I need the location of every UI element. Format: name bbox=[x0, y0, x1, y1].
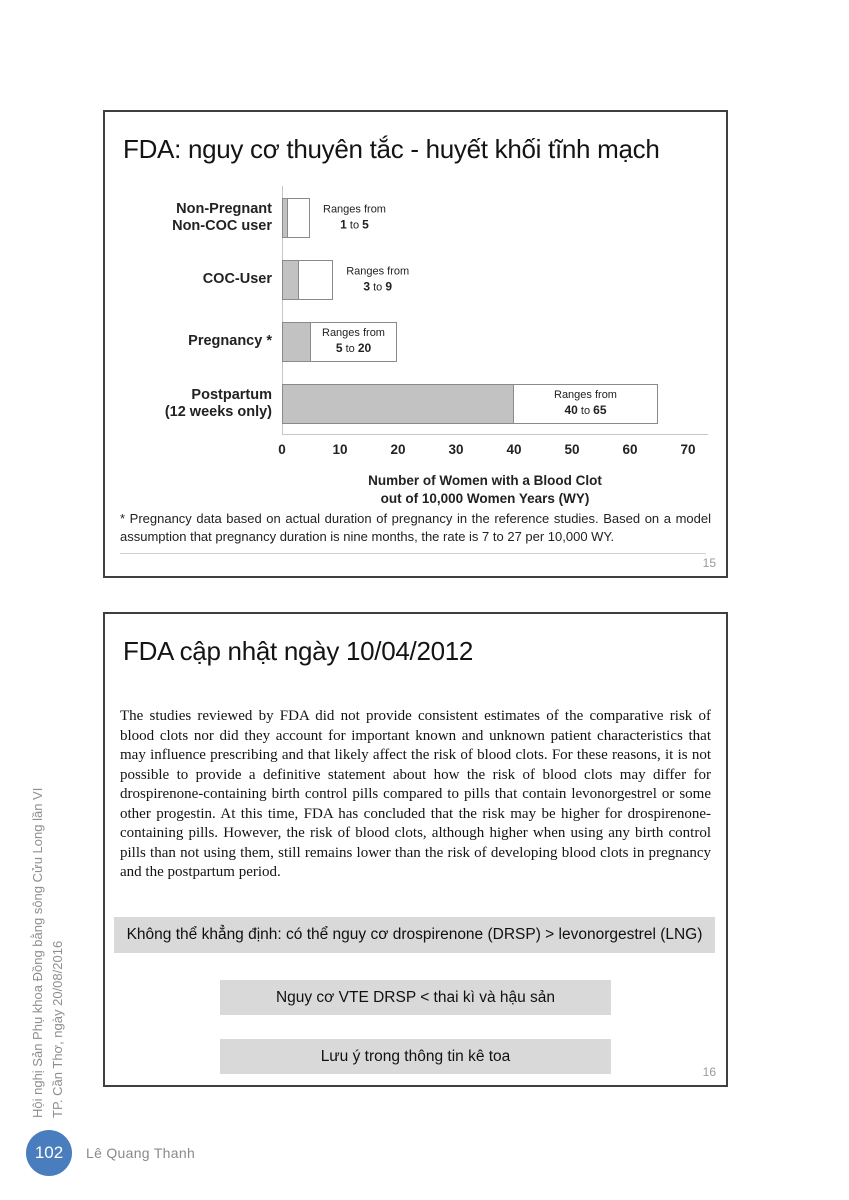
chart-x-axis-label: Number of Women with a Blood Clot out of 10,000 Women Years (WY) bbox=[368, 473, 602, 507]
slide-fda-vte-risk bbox=[103, 110, 728, 578]
bar-range-box bbox=[287, 198, 310, 238]
bar-lower-segment bbox=[282, 260, 299, 300]
chart-row bbox=[120, 322, 712, 362]
chart-x-axis-line bbox=[282, 434, 708, 435]
range-annotation: Ranges from 5 to 20 bbox=[322, 327, 385, 355]
range-annotation: Ranges from 3 to 9 bbox=[346, 265, 410, 293]
slide1-title: FDA: nguy cơ thuyên tắc - huyết khối tĩnh mạch bbox=[123, 134, 660, 164]
slide2-title: FDA cập nhật ngày 10/04/2012 bbox=[123, 636, 474, 666]
chart-row-label: Non-Pregnant Non-COC user bbox=[172, 200, 272, 234]
conclusion-box-1: Không thể khẳng định: có thể nguy cơ drospirenone (DRSP) > levonorgestrel (LNG) bbox=[114, 917, 715, 953]
bar-range-box bbox=[513, 384, 658, 424]
fda-statement-paragraph: The studies reviewed by FDA did not provide consistent estimates of the comparative risk of blood clots nor did they account for important known and unknown patient characteristics that may influence prescribing and that likely affect the risk of blood clots. For these reasons, it is not possible to provide a definitive statement about how the risk of blood clots may differ for drospirenone-containing birth control pills compared to pills that contain levonorgestrel or some other progestin. At this time, FDA has concluded that the risk may be higher for drospirenone-containing pills. However, the risk of blood clots, although higher when using any birth control pills than not using them, still remains lower than the risk of developing blood clots in pregnancy and the postpartum period. bbox=[120, 708, 711, 880]
bar-range-box bbox=[298, 260, 333, 300]
bar-range-box bbox=[310, 322, 397, 362]
chart-bar-area bbox=[282, 322, 712, 362]
chart-row-label: Postpartum (12 weeks only) bbox=[164, 386, 272, 420]
bar-lower-segment bbox=[282, 384, 514, 424]
range-annotation: Ranges from 1 to 5 bbox=[323, 203, 386, 231]
pregnancy-footnote: * Pregnancy data based on actual duration of pregnancy in the reference studies. Based on a model assumption that pregnancy duration is nine months, the rate is 7 to 27 per 10,000 WY. bbox=[120, 511, 711, 545]
chart-row-label: Pregnancy * bbox=[188, 333, 272, 350]
sidebar-line-2: TP. Cần Thơ, ngày 20/08/2016 bbox=[50, 940, 66, 1118]
slide2-page-number: 16 bbox=[702, 1065, 716, 1079]
vte-risk-bar-chart bbox=[120, 190, 712, 510]
chart-row-label: COC-User bbox=[202, 271, 272, 288]
x-tick-label: 70 bbox=[680, 442, 696, 457]
x-tick-label: 30 bbox=[448, 442, 464, 457]
conclusion-box-3: Lưu ý trong thông tin kê toa bbox=[220, 1039, 611, 1074]
x-tick-label: 40 bbox=[506, 442, 522, 457]
bar-lower-segment bbox=[282, 322, 311, 362]
slide1-page-number: 15 bbox=[702, 556, 716, 570]
x-tick-label: 0 bbox=[278, 442, 286, 457]
x-tick-label: 60 bbox=[622, 442, 638, 457]
x-tick-label: 10 bbox=[332, 442, 348, 457]
author-name: Lê Quang Thanh bbox=[86, 1145, 196, 1161]
conference-sidebar-text bbox=[28, 773, 68, 1118]
sidebar-line-1: Hội nghị Sản Phụ khoa Đồng bằng sông Cửu Long lần VI bbox=[30, 787, 45, 1118]
chart-bar-area bbox=[282, 260, 712, 300]
chart-row bbox=[120, 198, 712, 238]
conclusion-box-2: Nguy cơ VTE DRSP < thai kì và hậu sản bbox=[220, 980, 611, 1015]
page-number-badge: 102 bbox=[26, 1130, 72, 1176]
x-tick-label: 50 bbox=[564, 442, 580, 457]
chart-row bbox=[120, 384, 712, 424]
chart-bar-area bbox=[282, 384, 712, 424]
slide-fda-update bbox=[103, 612, 728, 1087]
range-annotation: Ranges from 40 to 65 bbox=[554, 389, 617, 417]
footnote-divider bbox=[120, 553, 706, 554]
chart-row bbox=[120, 260, 712, 300]
chart-bar-area bbox=[282, 198, 712, 238]
x-tick-label: 20 bbox=[390, 442, 406, 457]
